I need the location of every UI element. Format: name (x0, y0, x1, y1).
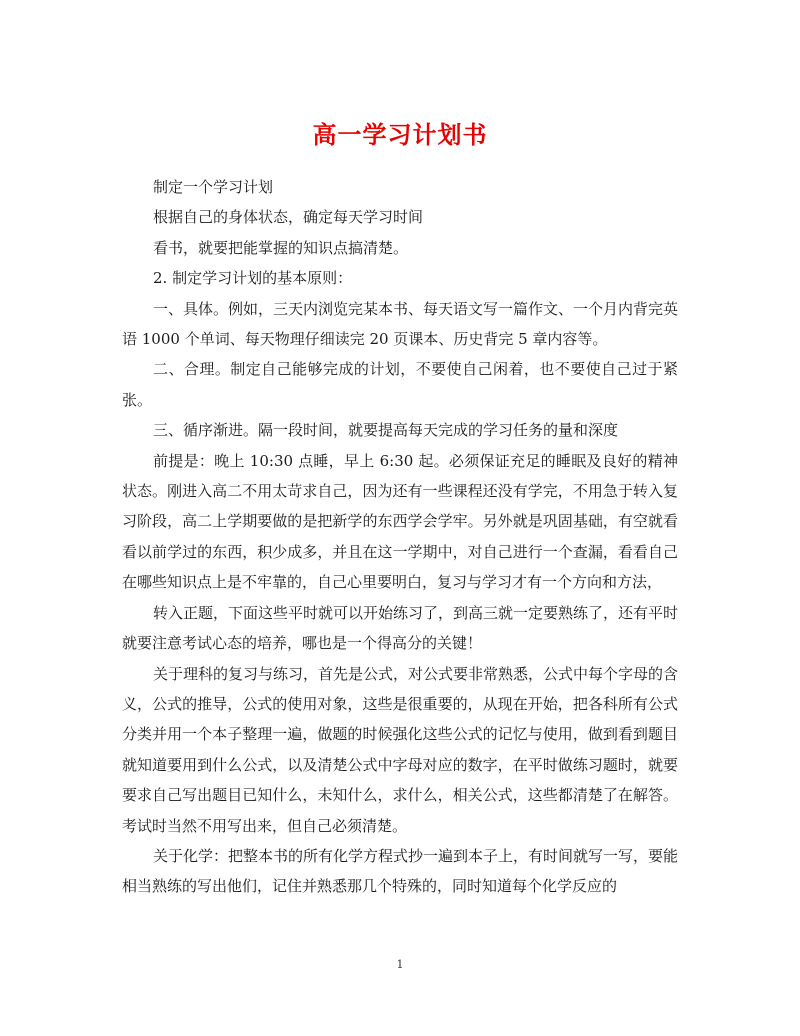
paragraph: 关于理科的复习与练习，首先是公式，对公式要非常熟悉，公式中每个字母的含义，公式的推导，公式的使用对象，这些是很重要的，从现在开始，把各科所有公式分类并用一个本子整理一遍，做题的时候强化这些公式的记忆与使用，做到看到题目就知道要用到什么公式，以及清楚公式中字母对应的数字，在平时做练习题时，就要要求自己写出题目已知什么，未知什么，求什么，相关公式，这些都清楚了在解答。考试时当然不用写出来，但自己必须清楚。 (122, 664, 679, 835)
paragraph: 前提是：晚上 10:30 点睡，早上 6:30 起。必须保证充足的睡眠及良好的精神状态。刚进入高二不用太苛求自己，因为还有一些课程还没有学完，不用急于转入复习阶段，高二上学期要做的是把新学的东西学会学牢。另外就是巩固基础，有空就看看以前学过的东西，积少成多，并且在这一学期中，对自己进行一个查漏，看看自己在哪些知识点上是不牢靠的，自己心里要明白，复习与学习才有一个方向和方法， (122, 451, 678, 592)
paragraph: 转入正题，下面这些平时就可以开始练习了，到高三就一定要熟练了，还有平时就要注意考试心态的培养，哪也是一个得高分的关键！ (122, 603, 679, 653)
paragraph: 关于化学：把整本书的所有化学方程式抄一遍到本子上，有时间就写一写，要能相当熟练的写出他们，记住并熟悉那几个特殊的，同时知道每个化学反应的 (122, 846, 679, 896)
document-body (122, 172, 678, 902)
paragraph: 根据自己的身体状态，确定每天学习时间 (153, 208, 424, 227)
paragraph: 一、具体。例如，三天内浏览完某本书、每天语文写一篇作文、一个月内背完英语 1000 个单词、每天物理仔细读完 20 页课本、历史背完 5 章内容等。 (122, 299, 679, 349)
paragraph: 看书，就要把能掌握的知识点搞清楚。 (153, 238, 409, 257)
paragraph: 制定一个学习计划 (153, 178, 274, 196)
paragraph: 2. 制定学习计划的基本原则： (153, 269, 353, 288)
document-title: 高一学习计划书 (312, 120, 488, 150)
paragraph: 三、循序渐进。隔一段时间，就要提高每天完成的学习任务的量和深度 (153, 421, 619, 440)
paragraph: 二、合理。制定自己能够完成的计划，不要使自己闲着，也不要使自己过于紧张。 (122, 360, 678, 409)
page-number: 1 (396, 958, 404, 971)
